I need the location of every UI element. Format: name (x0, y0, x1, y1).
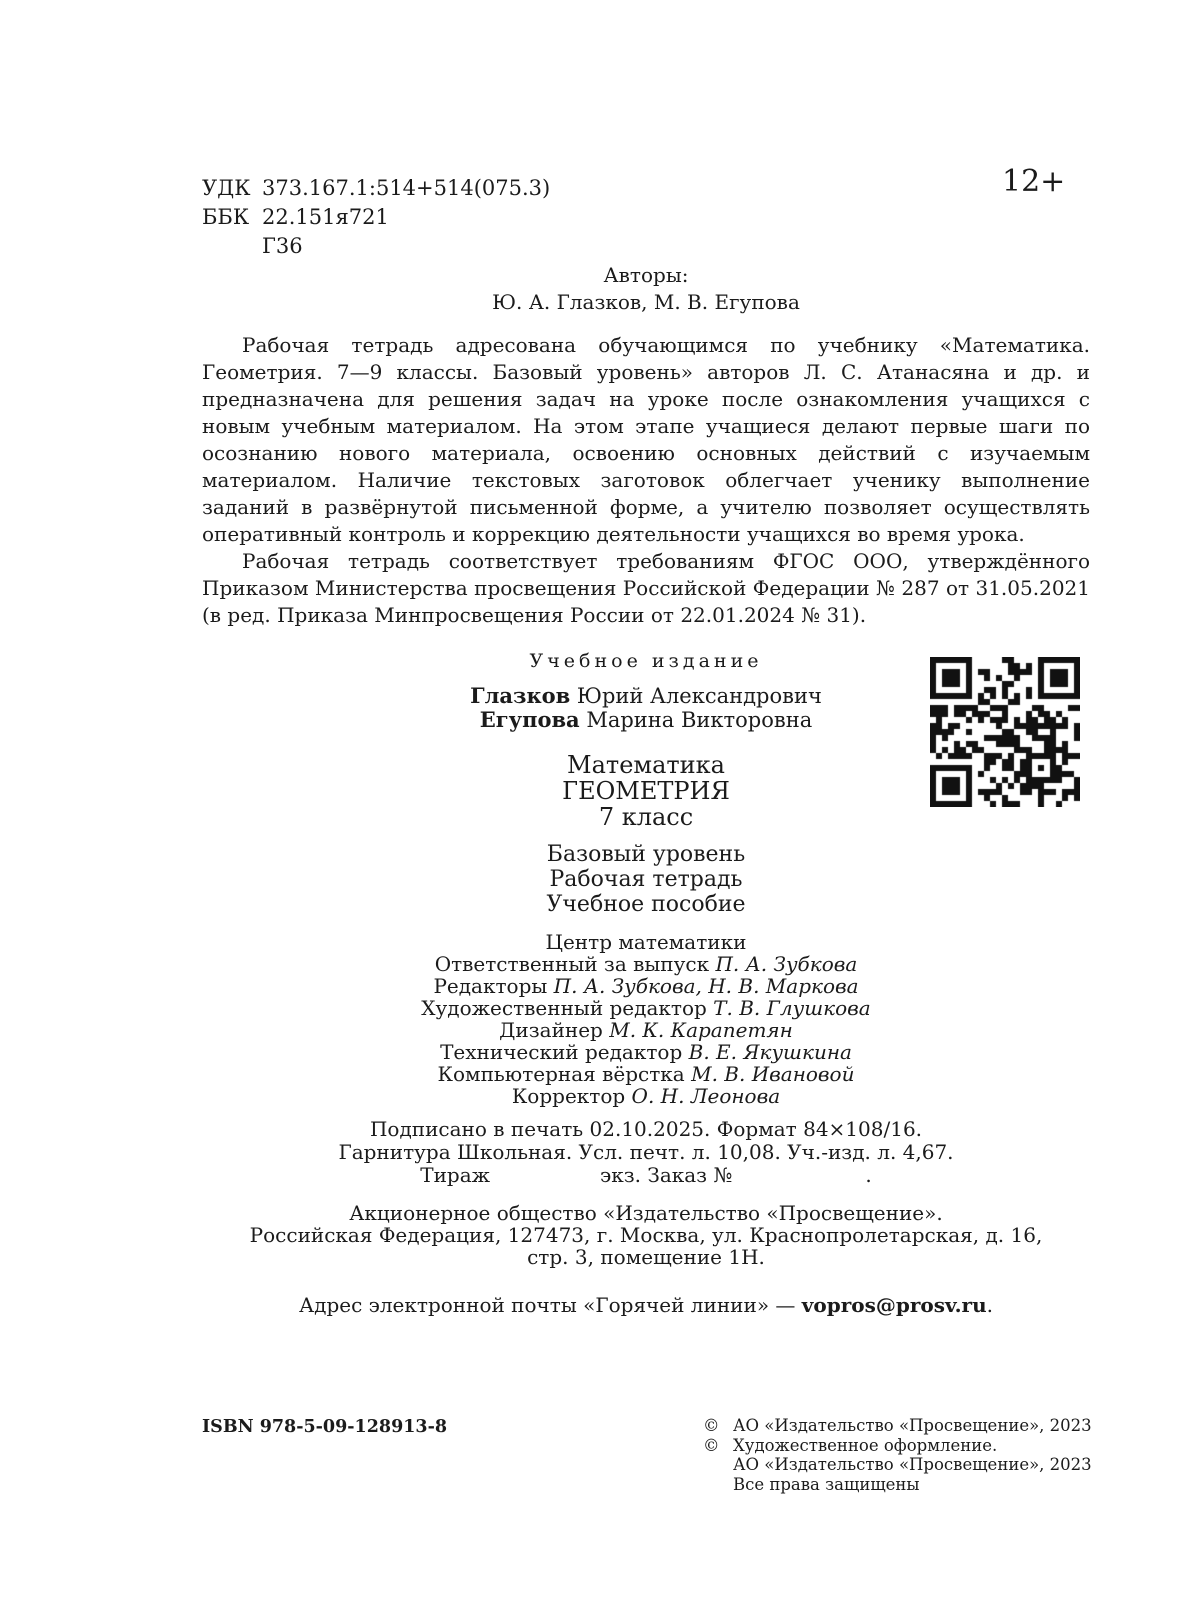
bbk-value: 22.151я721 (262, 205, 389, 229)
copyright-row (703, 1436, 1092, 1456)
copyright-row (703, 1475, 1092, 1495)
email-prefix: Адрес электронной почты «Горячей линии» — (298, 1293, 802, 1317)
publisher-line-1: Акционерное общество «Издательство «Просвещение». (349, 1201, 943, 1225)
hotline-email-line (202, 1293, 1090, 1317)
isbn: ISBN 978-5-09-128913-8 (202, 1417, 448, 1437)
print-data-block (202, 1118, 1090, 1187)
author-1-given: Юрий Александрович (570, 684, 822, 708)
title-line-1: Математика (567, 751, 725, 779)
publisher-line-2: Российская Федерация, 127473, г. Москва, ул. Краснопролетарская, д. 16, (249, 1223, 1043, 1247)
credit-name: М. В. Ивановой (691, 1062, 855, 1086)
copyright-text: Все права защищены (733, 1474, 920, 1494)
credit-name: Т. В. Глушкова (713, 996, 871, 1020)
credit-name: М. К. Карапетян (609, 1018, 793, 1042)
copyright-sign: © (703, 1435, 720, 1455)
credit-label: Компьютерная вёрстка (437, 1062, 692, 1086)
copyright-text: АО «Издательство «Просвещение», 2023 (733, 1416, 1092, 1435)
annotation-paragraph-2: Рабочая тетрадь соответствует требованиям ФГОС ООО, утверждённого Приказом Министерства просвещения Российской Федерации № 287 от 31.05.2021 (в ред. Приказа Минпросвещения России от 22.01.2024 № 31). (202, 549, 1090, 627)
title-line-3: 7 класс (598, 803, 694, 831)
credit-name: П. А. Зубкова (715, 952, 858, 976)
copyright-block (703, 1416, 1092, 1494)
tirazh-mid: экз. Заказ № (600, 1163, 733, 1187)
authors-names: Ю. А. Глазков, М. В. Егупова (492, 290, 800, 314)
credits-center: Центр математики (545, 930, 747, 954)
bbk-line (202, 203, 550, 232)
credit-name: П. А. Зубкова, Н. В. Маркова (553, 974, 859, 998)
email-suffix: . (986, 1293, 993, 1317)
bibliographic-codes (202, 174, 550, 261)
edition-subtitle (202, 842, 1090, 917)
credit-label: Ответственный за выпуск (434, 952, 716, 976)
credit-row (202, 975, 1090, 997)
credit-label: Дизайнер (499, 1018, 610, 1042)
imprint-line-2: Гарнитура Школьная. Усл. печт. л. 10,08. Уч.-изд. л. 4,67. (338, 1140, 954, 1164)
tirazh-label: Тираж (420, 1163, 491, 1187)
copyright-row (703, 1416, 1092, 1436)
tirazh-line (202, 1164, 1090, 1187)
edition-kind: Учебное издание (529, 650, 763, 672)
credit-row (202, 997, 1090, 1019)
authors-heading: Авторы: (603, 263, 689, 287)
publisher-line-3: стр. 3, помещение 1Н. (527, 1245, 765, 1269)
subtitle-line-2: Рабочая тетрадь (549, 867, 743, 892)
annotation-paragraph-1: Рабочая тетрадь адресована обучающимся по учебнику «Математика. Геометрия. 7—9 классы. Базовый уровень» авторов Л. С. Атанасяна и др. и предназначена для решения задач на уроке после ознакомления учащихся с новым учебным материалом. На этом этапе учащиеся делают первые шаги по осознанию нового материала, освоению основных действий с изучаемым материалом. Наличие текстовых заготовок облегчает ученику выполнение заданий в развёрнутой письменной форме, а учителю позволяет осуществлять оперативный контроль и коррекцию деятельности учащихся во время урока. (202, 333, 1090, 546)
credit-row (202, 1041, 1090, 1063)
subtitle-line-3: Учебное пособие (546, 892, 746, 917)
credit-row (202, 1085, 1090, 1107)
copyright-text: Художественное оформление. (733, 1435, 998, 1455)
copyright-text: АО «Издательство «Просвещение», 2023 (733, 1455, 1092, 1474)
udk-value: 373.167.1:514+514(075.3) (262, 176, 551, 200)
udk-label: УДК (202, 176, 251, 200)
tirazh-end: . (865, 1163, 872, 1187)
copyright-sign: © (703, 1416, 720, 1435)
credit-row (202, 1019, 1090, 1041)
credit-name: О. Н. Леонова (631, 1084, 781, 1108)
copyright-sign (703, 1475, 733, 1495)
credit-label: Редакторы (433, 974, 554, 998)
credits-block (202, 931, 1090, 1107)
bbk-label: ББК (202, 205, 250, 229)
credit-label: Технический редактор (440, 1040, 689, 1064)
qr-code (930, 657, 1080, 807)
copyright-sign (703, 1455, 733, 1475)
credit-name: В. Е. Якушкина (688, 1040, 852, 1064)
credit-label: Художественный редактор (421, 996, 714, 1020)
book-code: Г36 (262, 234, 303, 258)
email-address: vopros@prosv.ru (801, 1293, 987, 1317)
annotation (202, 332, 1090, 629)
title-line-2: ГЕОМЕТРИЯ (562, 777, 730, 805)
subtitle-line-1: Базовый уровень (546, 842, 746, 867)
publisher-block (202, 1202, 1090, 1268)
author-2-given: Марина Викторовна (579, 708, 813, 732)
udk-line (202, 174, 550, 203)
authors-block (202, 262, 1090, 316)
author-1-surname: Глазков (470, 683, 571, 708)
credit-row (202, 1063, 1090, 1085)
imprint-line-1: Подписано в печать 02.10.2025. Формат 84×108/16. (369, 1117, 923, 1141)
age-rating-badge: 12+ (1002, 164, 1066, 199)
author-2-surname: Егупова (479, 707, 580, 732)
credit-label: Корректор (511, 1084, 632, 1108)
copyright-row (703, 1455, 1092, 1475)
credit-row (202, 953, 1090, 975)
